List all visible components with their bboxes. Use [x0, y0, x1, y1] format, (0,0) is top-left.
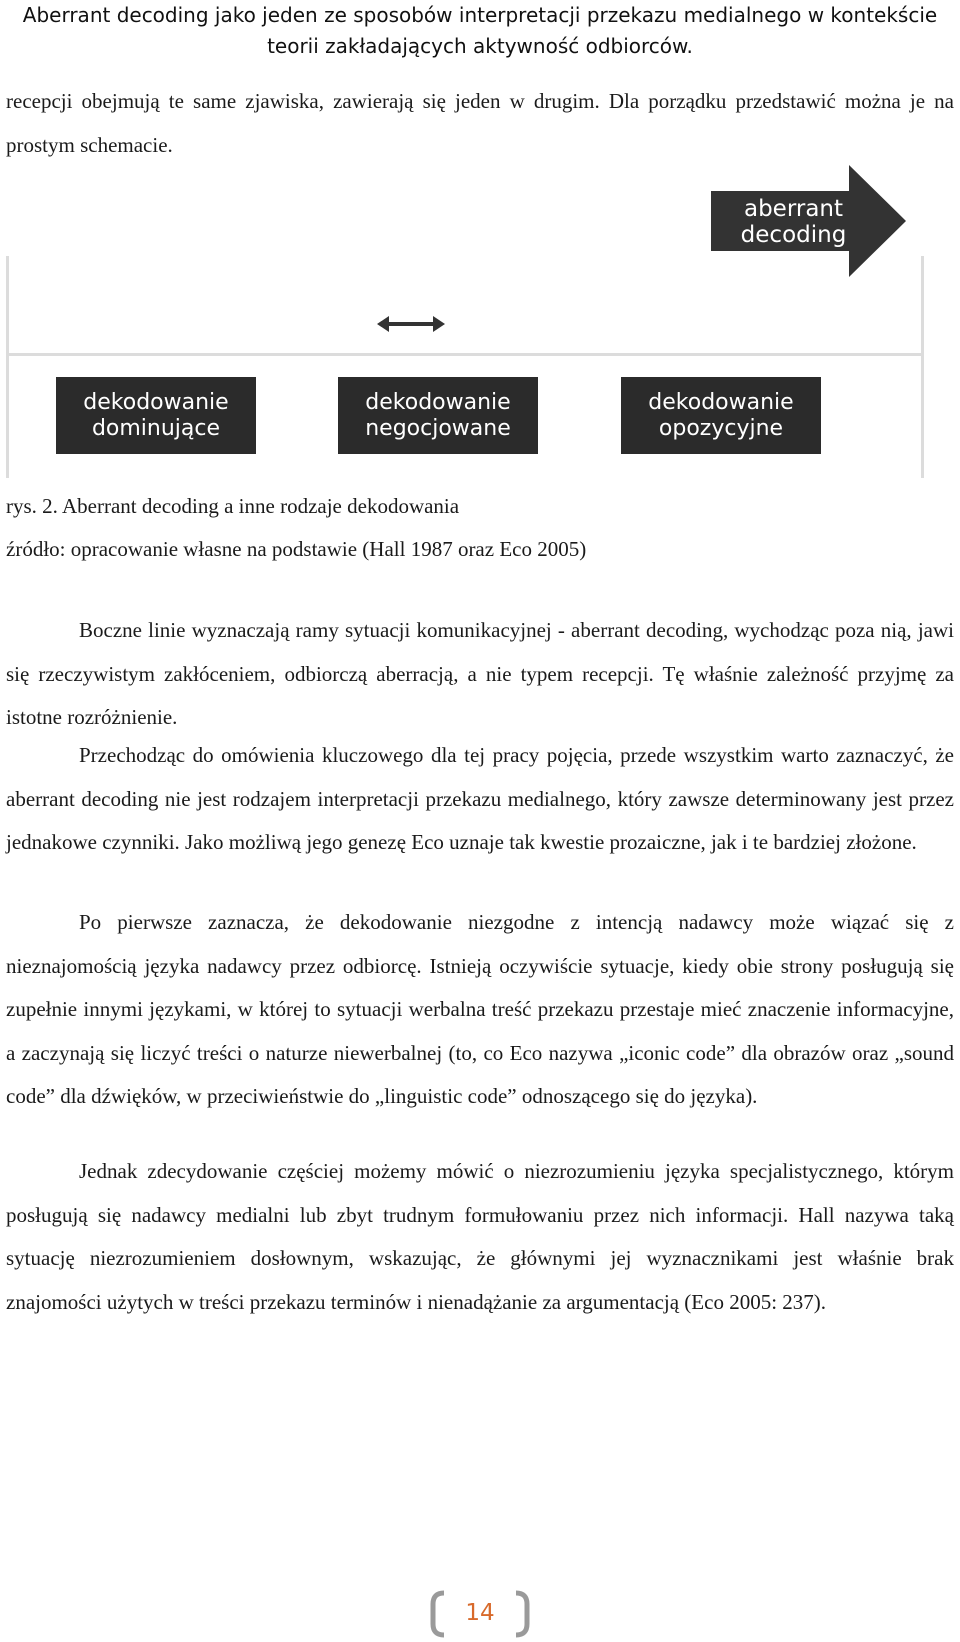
- page-number: 14: [465, 1600, 495, 1626]
- figure-caption-title: rys. 2. Aberrant decoding a inne rodzaje dekodowania: [6, 494, 460, 518]
- box-negotiated-line-1: dekodowanie: [365, 389, 511, 415]
- body-paragraph-2: Przechodząc do omówienia kluczowego dla tej pracy pojęcia, przede wszystkim warto zaznaczyć, że aberrant decoding nie jest rodzajem interpretacji przekazu medialnego, który zawsze determinowany jest przez jednakowe czynniki. Jako możliwą jego genezę Eco uznaje tak kwestie prozaiczne, jak i te bardziej złożone.: [6, 743, 954, 854]
- right-frame-line: [921, 256, 924, 478]
- left-frame-line: [6, 256, 9, 478]
- header-line-1: Aberrant decoding jako jeden ze sposobów interpretacji przekazu medialnego w kontekście: [22, 3, 938, 27]
- body-paragraph-3: Po pierwsze zaznacza, że dekodowanie niezgodne z intencją nadawcy może wiązać się z nieznajomością języka nadawcy przez odbiorcę. Istnieją oczywiście sytuacje, kiedy obie strony posługują się zupełnie innymi językami, w której to sytuacji werbalna treść przekazu przestaje mieć znaczenie informacyjne, a zaczynają się liczyć treści o naturze niewerbalnej (to, co Eco nazywa „iconic code” dla obrazów oraz „sound code” dla dźwięków, w przeciwieństwie do „linguistic code” odnoszącego się do języka).: [6, 910, 954, 1108]
- header-line-2: teorii zakładających aktywność odbiorców.: [267, 34, 693, 58]
- box-oppositional-line-1: dekodowanie: [648, 389, 794, 415]
- decoding-diagram: [0, 160, 960, 500]
- aberrant-decoding-label: [711, 196, 876, 248]
- box-dominant: [56, 377, 256, 454]
- running-header: [0, 0, 960, 62]
- box-negotiated-line-2: negocjowane: [365, 415, 511, 441]
- arrow-label-line-1: aberrant: [743, 196, 844, 222]
- horizontal-frame-line: [6, 353, 924, 356]
- page-number-badge: [430, 1590, 530, 1638]
- box-oppositional-line-2: opozycyjne: [658, 415, 784, 441]
- arrow-label-line-2: decoding: [740, 222, 847, 248]
- body-paragraph-1: Boczne linie wyznaczają ramy sytuacji komunikacyjnej - aberrant decoding, wychodząc poza nią, jawi się rzeczywistym zakłóceniem, odbiorczą aberracją, a nie typem recepcji. Tę właśnie zależność przyjmę za istotne rozróżnienie.: [6, 618, 954, 729]
- body-paragraph-4: Jednak zdecydowanie częściej możemy mówić o niezrozumieniu języka specjalistycznego, którym posługują się nadawcy medialni lub zbyt trudnym formułowaniu przez nich informacji. Hall nazywa taką sytuację niezrozumieniem dosłownym, wskazując, że głównymi jej wyznacznikami jest właśnie brak znajomości użytych w treści przekazu terminów i nienadążanie za argumentacją (Eco 2005: 237).: [6, 1159, 954, 1314]
- double-arrow-icon: [377, 316, 445, 332]
- box-dominant-line-1: dekodowanie: [83, 389, 229, 415]
- box-negotiated: [338, 377, 538, 454]
- intro-paragraph: recepcji obejmują te same zjawiska, zawierają się jeden w drugim. Dla porządku przedstawić można je na prostym schemacie.: [6, 89, 954, 157]
- figure-caption-source: źródło: opracowanie własne na podstawie (Hall 1987 oraz Eco 2005): [6, 537, 587, 561]
- box-dominant-line-2: dominujące: [91, 415, 221, 441]
- box-oppositional: [621, 377, 821, 454]
